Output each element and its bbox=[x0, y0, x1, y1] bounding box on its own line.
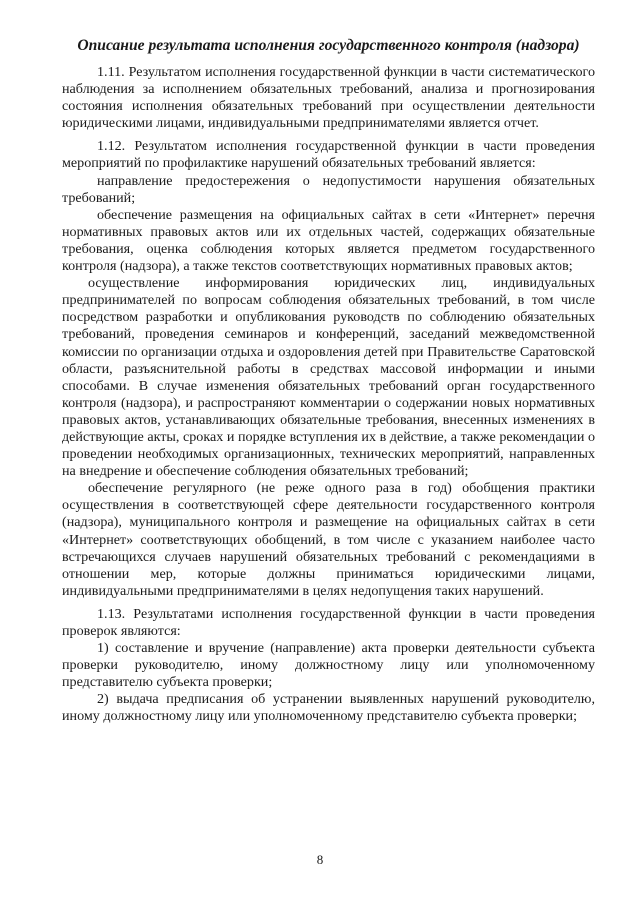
page-number: 8 bbox=[316, 852, 324, 867]
paragraph-1-13: 1.13. Результатами исполнения государственной функции в части проведения проверок являются: bbox=[62, 605, 595, 639]
paragraph-1-13-item-2: 2) выдача предписания об устранении выявленных нарушений руководителю, иному должностному лицу или уполномоченному представителю субъекта проверки; bbox=[62, 691, 595, 725]
paragraph-1-12-publication: обеспечение размещения на официальных сайтах в сети «Интернет» перечня нормативных правовых актов или их отдельных частей, содержащих обязательные требования, оценка соблюдения которых является предметом государственного контроля (надзора), а также текстов соответствующих нормативных правовых актов; bbox=[62, 206, 595, 275]
paragraph-1-13-item-1: 1) составление и вручение (направление) акта проверки деятельности субъекта проверки руководителю, иному должностному лицу или уполномоченному представителю субъекта проверки; bbox=[62, 640, 595, 691]
paragraph-1-12-informing: осуществление информирования юридических лиц, индивидуальных предпринимателей по вопросам соблюдения обязательных требований, в том числе посредством разработки и опубликования руководств по соблюдению обязательных требований, проведения семинаров и конференций, заседаний межведомственной комиссии по организации отдыха и оздоровления детей при Правительстве Саратовской области, разъяснительной работы в средствах массовой информации и иными способами. В случае изменения обязательных требований орган государственного контроля (надзора), и распространяют комментарии о содержании новых нормативных правовых актов, устанавливающих обязательные требования, внесенных изменениях в действующие акты, сроках и порядке вступления их в действие, а также рекомендации о проведении необходимых организационных, технических мероприятий, направленных на внедрение и обеспечение соблюдения обязательных требований; bbox=[62, 275, 595, 480]
document-page bbox=[62, 36, 595, 726]
paragraph-1-12-generalization: обеспечение регулярного (не реже одного раза в год) обобщения практики осуществления в соответствующей сфере деятельности государственного контроля (надзора), муниципального контроля и размещение на официальных сайтах в сети «Интернет» соответствующих обобщений, в том числе с указанием наиболее часто встречающихся случаев нарушений обязательных требований с рекомендациями в отношении мер, которые должны приниматься юридическими лицами, индивидуальными предпринимателями в целях недопущения таких нарушений. bbox=[62, 480, 595, 599]
section-heading: Описание результата исполнения государственного контроля (надзора) bbox=[77, 37, 580, 54]
paragraph-1-12-warning: направление предостережения о недопустимости нарушения обязательных требований; bbox=[62, 172, 595, 206]
paragraph-1-11: 1.11. Результатом исполнения государственной функции в части систематического наблюдения за исполнением обязательных требований, анализа и прогнозирования состояния исполнения обязательных требований при осуществлении деятельности юридическими лицами, индивидуальными предпринимателями является отчет. bbox=[62, 64, 595, 132]
paragraph-1-12: 1.12. Результатом исполнения государственной функции в части проведения мероприятий по профилактике нарушений обязательных требований является: bbox=[62, 138, 595, 172]
